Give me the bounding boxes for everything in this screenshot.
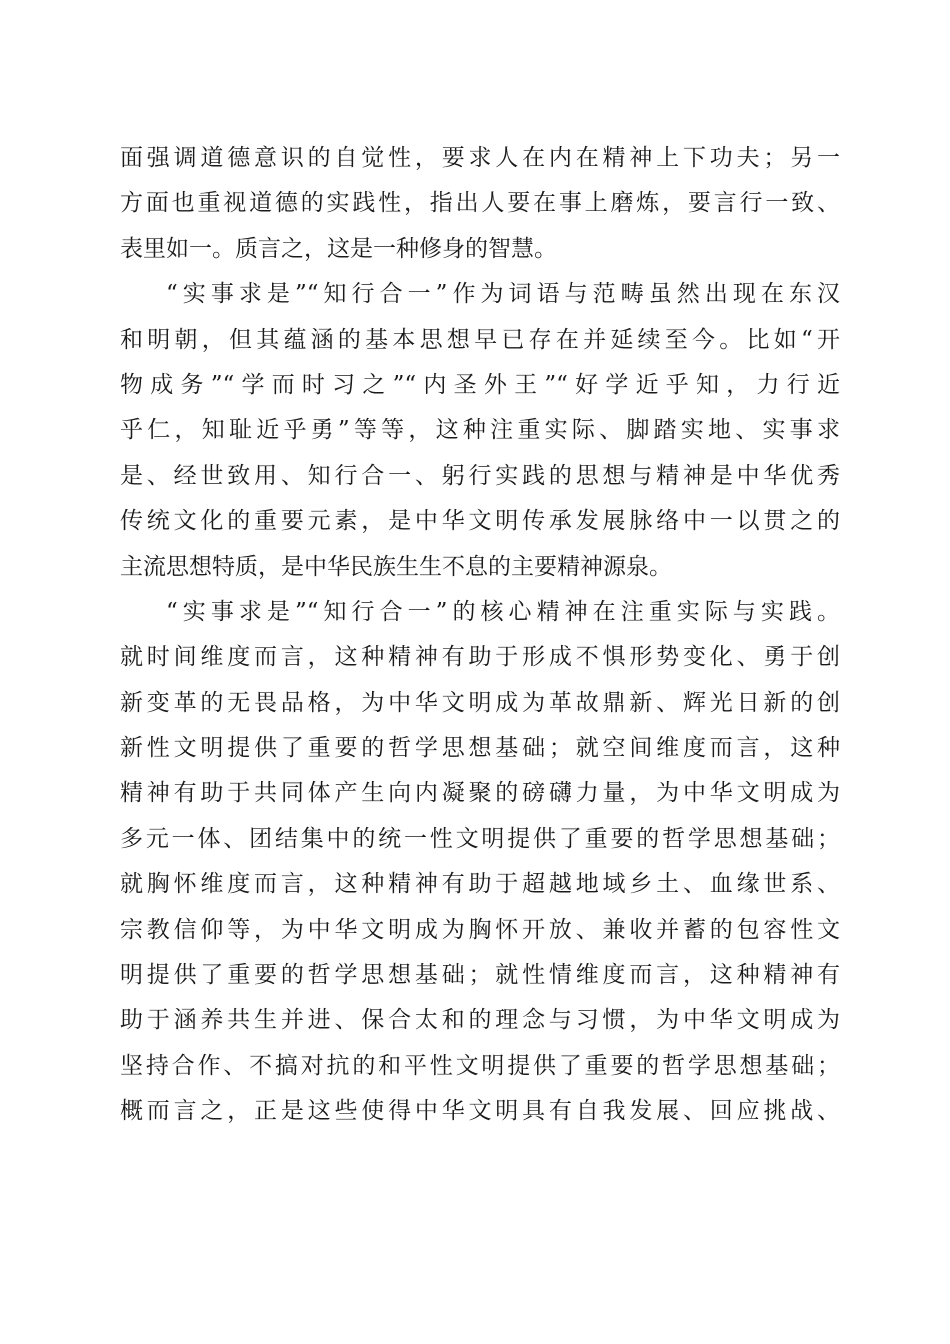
text-line: “实事求是”“知行合一”的核心精神在注重实际与实践。 (166, 598, 840, 625)
text-line: 新变革的无畏品格，为中华文明成为革故鼎新、辉光日新的创 (120, 689, 840, 716)
text-line: 概而言之，正是这些使得中华文明具有自我发展、回应挑战、 (120, 1098, 840, 1125)
text-line: 多元一体、团结集中的统一性文明提供了重要的哲学思想基础； (120, 825, 840, 852)
text-line: “实事求是”“知行合一”作为词语与范畴虽然出现在东汉 (166, 281, 840, 308)
text-line: 乎仁，知耻近乎勇”等等，这种注重实际、脚踏实地、实事求 (120, 417, 840, 444)
text-line: 主流思想特质，是中华民族生生不息的主要精神源泉。 (120, 553, 672, 580)
text-line: 宗教信仰等，为中华文明成为胸怀开放、兼收并蓄的包容性文 (120, 916, 840, 943)
text-line: 方面也重视道德的实践性，指出人要在事上磨炼，要言行一致、 (120, 190, 840, 217)
text-line: 物成务”“学而时习之”“内圣外王”“好学近乎知，力行近 (120, 371, 840, 398)
text-line: 就时间维度而言，这种精神有助于形成不惧形势变化、勇于创 (120, 644, 840, 671)
text-line: 明提供了重要的哲学思想基础；就性情维度而言，这种精神有 (120, 962, 840, 989)
text-line: 坚持合作、不搞对抗的和平性文明提供了重要的哲学思想基础； (120, 1052, 840, 1079)
text-line: 新性文明提供了重要的哲学思想基础；就空间维度而言，这种 (120, 735, 840, 762)
text-line: 传统文化的重要元素，是中华文明传承发展脉络中一以贯之的 (120, 508, 840, 535)
text-line: 和明朝，但其蕴涵的基本思想早已存在并延续至今。比如“开 (120, 326, 840, 353)
body-text (120, 136, 840, 1135)
text-line: 精神有助于共同体产生向内凝聚的磅礴力量，为中华文明成为 (120, 780, 840, 807)
text-line: 面强调道德意识的自觉性，要求人在内在精神上下功夫；另一 (120, 145, 840, 171)
text-line: 表里如一。质言之，这是一种修身的智慧。 (120, 235, 557, 262)
text-line: 是、经世致用、知行合一、躬行实践的思想与精神是中华优秀 (120, 462, 840, 489)
text-line: 助于涵养共生并进、保合太和的理念与习惯，为中华文明成为 (120, 1007, 840, 1034)
text-line: 就胸怀维度而言，这种精神有助于超越地域乡土、血缘世系、 (120, 871, 840, 898)
